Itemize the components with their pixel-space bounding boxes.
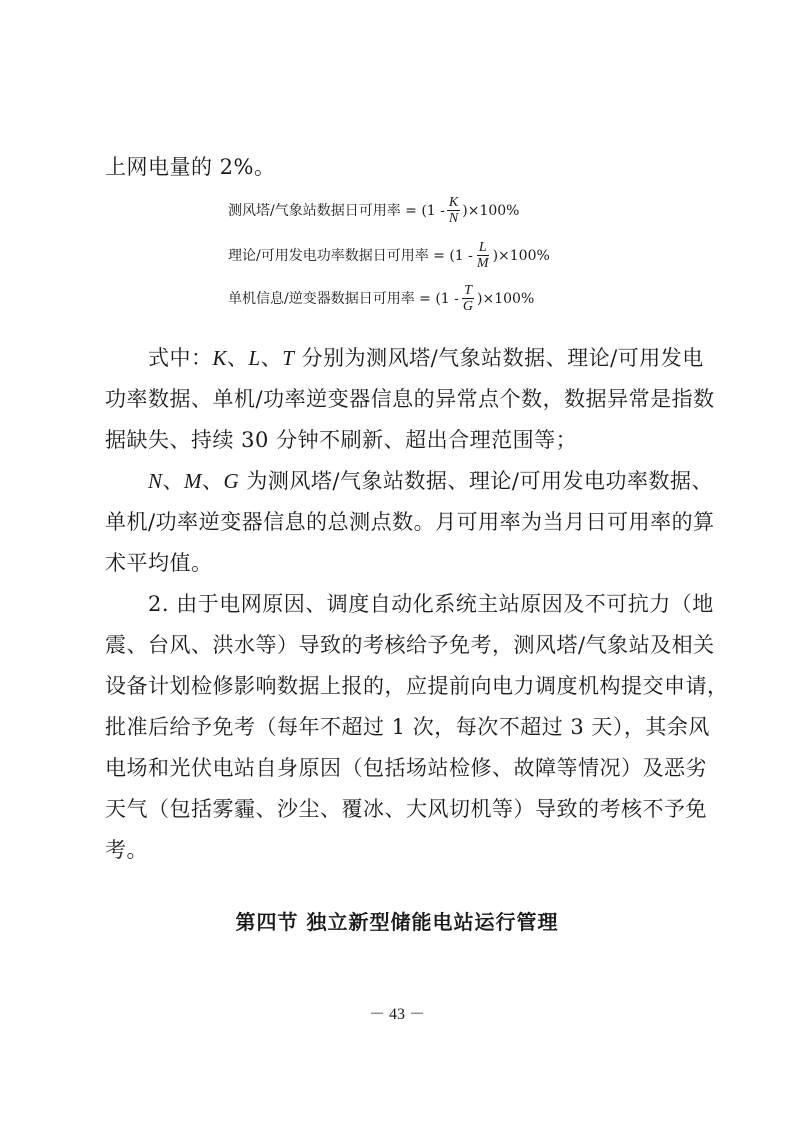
- var-m: M: [184, 469, 203, 493]
- body-line-6: 术平均值。: [105, 551, 213, 575]
- formula-2-label: 理论/可用发电功率数据日可用率 = (1 -: [228, 247, 473, 264]
- formula-1-denominator: N: [448, 211, 459, 226]
- formula-2-denominator: M: [476, 256, 489, 271]
- var-t: T: [282, 346, 295, 370]
- sep-3: 、: [162, 469, 185, 493]
- formula-3-fraction: [461, 283, 475, 314]
- var-l: L: [248, 346, 261, 370]
- body-line-10: 批准后给予免考（每年不超过 1 次，每次不超过 3 天），其余风: [105, 715, 710, 739]
- body-line-4: [148, 466, 713, 496]
- formula-3-label: 单机信息/逆变器数据日可用率 = (1 -: [228, 290, 459, 307]
- sep-1: 、: [227, 346, 249, 370]
- where-prefix: 式中：: [148, 346, 213, 370]
- formula-1-numerator: K: [448, 195, 459, 210]
- formula-1: [228, 195, 519, 226]
- body-line-2: 功率数据、单机/功率逆变器信息的异常点个数，数据异常是指数: [105, 387, 715, 411]
- formula-1-label: 测风塔/气象站数据日可用率 = (1 -: [228, 202, 445, 219]
- body-line-1: [148, 343, 704, 373]
- body-line-11: 电场和光伏电站自身原因（包括场站检修、故障等情况）及恶劣: [105, 756, 707, 780]
- formula-3-numerator: T: [464, 283, 472, 298]
- body-line-12: 天气（包括雾霾、沙尘、覆冰、大风切机等）导致的考核不予免: [105, 797, 707, 821]
- body-line-8: 震、台风、洪水等）导致的考核给予免考，测风塔/气象站及相关: [105, 633, 715, 657]
- var-g: G: [223, 469, 240, 493]
- body-line-9: 设备计划检修影响数据上报的，应提前向电力调度机构提交申请，: [105, 674, 729, 698]
- formula-3: [228, 283, 534, 314]
- formula-3-tail: )×100%: [477, 290, 535, 307]
- body-line-13: 考。: [105, 838, 148, 862]
- formula-1-fraction: [447, 195, 460, 226]
- body-line-5: 单机/功率逆变器信息的总测点数。月可用率为当月日可用率的算: [105, 510, 715, 534]
- formula-1-tail: )×100%: [462, 202, 520, 219]
- formula-2-tail: )×100%: [492, 247, 550, 264]
- body-line-0: 上网电量的 2%。: [105, 155, 276, 179]
- sep-2: 、: [260, 346, 283, 370]
- sep-4: 、: [202, 469, 224, 493]
- var-k: K: [212, 346, 228, 370]
- line-4-rest: 为测风塔/气象站数据、理论/可用发电功率数据、: [239, 469, 714, 493]
- line-1-rest: 分别为测风塔/气象站数据、理论/可用发电: [294, 346, 704, 370]
- page-number: － 43 －: [368, 1006, 425, 1023]
- formula-2: [228, 240, 550, 271]
- body-line-3: 据缺失、持续 30 分钟不刷新、超出合理范围等；: [105, 428, 578, 452]
- formula-2-fraction: [475, 240, 491, 271]
- var-n: N: [148, 469, 163, 493]
- body-line-7: 2. 由于电网原因、调度自动化系统主站原因及不可抗力（地: [148, 592, 714, 616]
- formula-2-numerator: L: [478, 240, 487, 255]
- section-heading: 第四节 独立新型储能电站运行管理: [235, 910, 559, 934]
- formula-3-denominator: G: [462, 299, 474, 314]
